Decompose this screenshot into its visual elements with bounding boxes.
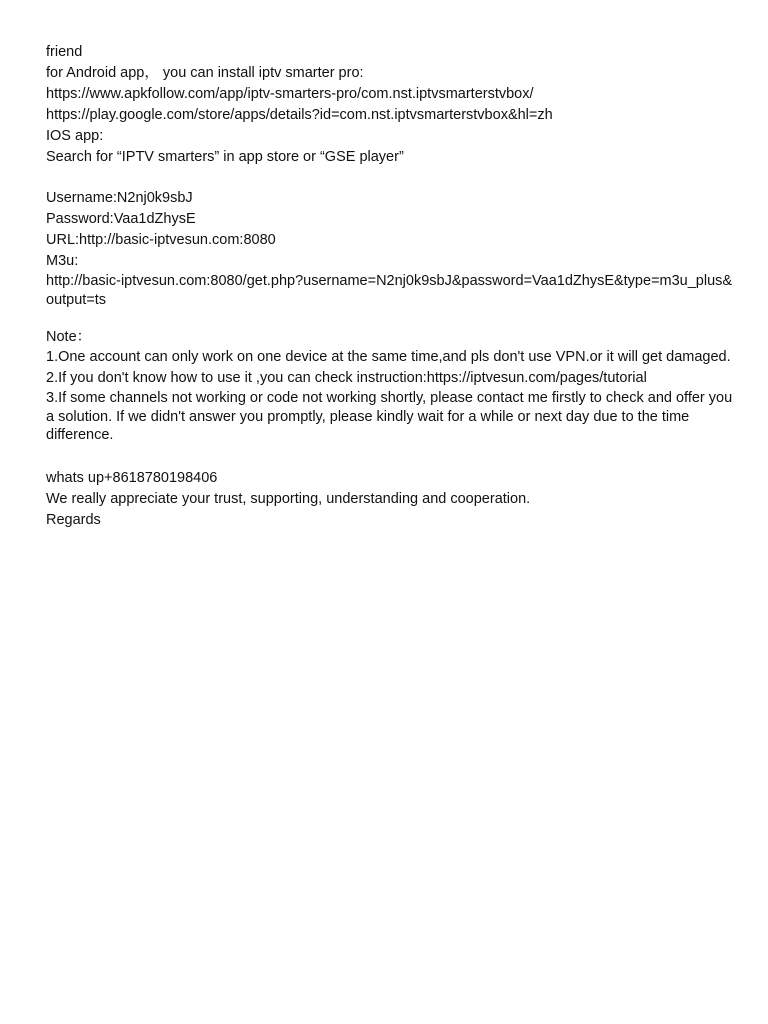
section-spacer xyxy=(46,168,736,188)
google-play-link: https://play.google.com/store/apps/details?id=com.nst.iptvsmarterstvbox&hl=zh xyxy=(46,107,553,123)
thanks-text: We really appreciate your trust, supporting, understanding and cooperation. xyxy=(46,490,531,507)
document-body xyxy=(46,42,736,531)
note-item: 1.One account can only work on one device at the same time,and pls don't use VPN.or it will get damaged. xyxy=(46,349,731,365)
greeting-text: friend xyxy=(46,44,83,60)
whatsapp-contact: whats up+8618780198406 xyxy=(46,469,218,486)
note-heading: Note： xyxy=(46,329,92,345)
apkfollow-link: https://www.apkfollow.com/app/iptv-smarters-pro/com.nst.iptvsmarterstvbox/ xyxy=(46,86,534,102)
section-spacer xyxy=(46,447,736,468)
m3u-label: M3u: xyxy=(46,253,79,269)
regards-text: Regards xyxy=(46,511,101,528)
password-text: Password:Vaa1dZhysE xyxy=(46,211,196,227)
username-text: Username:N2nj0k9sbJ xyxy=(46,190,193,206)
section-spacer xyxy=(46,311,736,327)
note-item: 2.If you don't know how to use it ,you can check instruction:https://iptvesun.com/pages/tutorial xyxy=(46,369,647,386)
note-item: 3.If some channels not working or code not working shortly, please contact me firstly to check and offer you a solution. If we didn't answer you promptly, please kindly wait for a while or next day due to the time difference. xyxy=(46,390,733,443)
m3u-link: http://basic-iptvesun.com:8080/get.php?username=N2nj0k9sbJ&password=Vaa1dZhysE&type=m3u_plus&output=ts xyxy=(46,273,733,308)
android-heading: for Android app， you can install iptv smarter pro: xyxy=(46,65,364,81)
server-url-text: URL:http://basic-iptvesun.com:8080 xyxy=(46,232,276,248)
ios-search-instruction: Search for “IPTV smarters” in app store or “GSE player” xyxy=(46,149,404,165)
ios-heading: IOS app: xyxy=(46,128,104,144)
